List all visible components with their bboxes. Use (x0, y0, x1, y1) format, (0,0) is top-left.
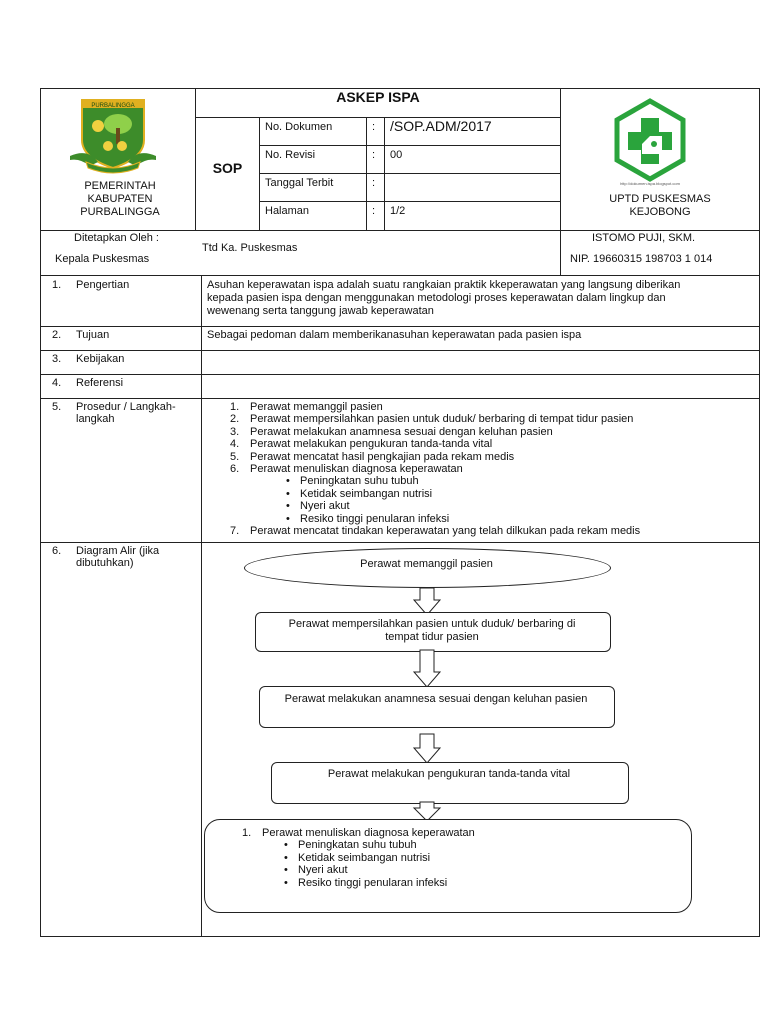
signature-text: Ttd Ka. Puskesmas (202, 242, 298, 254)
official-nip: NIP. 19660315 198703 1 014 (570, 253, 713, 265)
left-crest (68, 96, 158, 174)
puskesmas-cross-icon (612, 98, 688, 184)
sub-item: • Peningkatan suhu tubuh (286, 475, 419, 488)
purbalingga-crest-icon (68, 96, 158, 174)
set-by-label: Ditetapkan Oleh : (74, 232, 159, 244)
crest-banner: PURBALINGGA (91, 103, 135, 109)
doc-title: ASKEP ISPA (336, 89, 420, 105)
puskesmas-logo (612, 98, 688, 184)
flow-arrow-icon (412, 734, 442, 764)
list-item: 2. Perawat mempersilahkan pasien untuk duduk/ berbaring di tempat tidur pasien (230, 413, 634, 426)
procedure-list (230, 401, 640, 537)
list-item: 7. Perawat mencatat tindakan keperawatan yang telah dilkukan pada rekam medis (230, 525, 641, 538)
list-item: 6. Perawat menuliskan diagnosa keperawatan (230, 463, 463, 476)
document-number: /SOP.ADM/2017 (390, 118, 492, 134)
list-item: 1. Perawat memanggil pasien (230, 401, 383, 413)
official-name: ISTOMO PUJI, SKM. (592, 232, 696, 244)
list-item: 4. Perawat melakukan pengukuran tanda-tanda vital (230, 438, 493, 451)
list-item: 3. Perawat melakukan anamnesa sesuai dengan keluhan pasien (230, 425, 553, 438)
flow-start-label: Perawat memanggil pasien (360, 558, 493, 570)
logo-caption: http://dokumen.ispa.blogspot.com (620, 181, 680, 186)
list-item: 5. Perawat mencatat hasil pengkajian pada rekam medis (230, 450, 515, 463)
right-org-name: UPTD PUSKESMAS KEJOBONG (609, 193, 711, 218)
sop-label: SOP (212, 160, 243, 176)
sub-item: • Resiko tinggi penularan infeksi (286, 512, 450, 525)
flow-step-5-list: 1. Perawat menuliskan diagnosa keperawatan • Peningkatan suhu tubuh • Ketidak seimbangan nutrisi • Nyeri akut • Resiko tinggi penularan infeksi (242, 827, 475, 889)
left-org-name: PEMERINTAH KABUPATEN PURBALINGGA (80, 180, 160, 218)
position-label: Kepala Puskesmas (55, 253, 150, 265)
sub-item: • Nyeri akut (286, 500, 350, 513)
sub-item: • Ketidak seimbangan nutrisi (286, 487, 433, 500)
flow-arrow-icon (412, 650, 442, 688)
